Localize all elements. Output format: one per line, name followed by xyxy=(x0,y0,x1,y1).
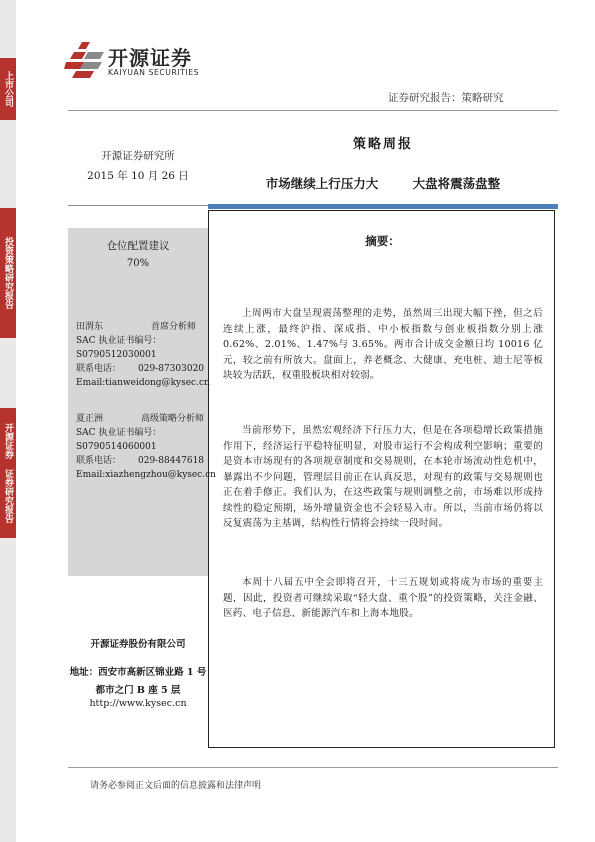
title-accent-bar xyxy=(208,204,558,209)
abstract-paragraph-1: 上周两市大盘呈现震荡整理的走势，虽然周三出现大幅下挫，但之后连续上涨，最终沪指、深成指、中小板指数与创业板指数分别上涨 0.62%、2.01%、1.47%与 3.65%。两市合计成交金额日均 10016 亿元，较之前有所放大。盘面上，养老概念、大健康、充电桩、迪士尼等板块较为活跃，权重股板块相对较弱。 xyxy=(223,308,543,381)
sidebar-label-2: 投资策略研究报告 xyxy=(3,237,13,309)
left-sidebar xyxy=(0,0,16,842)
company-website-link[interactable]: http://www.kysec.cn xyxy=(89,698,187,709)
analyst-email[interactable]: xiazhengzhou@kysec.cn xyxy=(105,470,216,480)
report-type: 证券研究报告：策略研究 xyxy=(388,92,504,104)
sidebar-label-1: 上市公司 xyxy=(3,71,13,107)
institute-name: 开源证券研究所 xyxy=(101,150,175,162)
report-date: 2015 年 10 月 26 日 xyxy=(87,170,189,182)
abstract-title: 摘要： xyxy=(365,234,400,248)
analyst-email[interactable]: tianweidong@kysec.cn xyxy=(105,378,210,388)
sidebar-block-strategy-report xyxy=(0,208,16,338)
logo-mark-icon xyxy=(64,40,106,80)
abstract-box xyxy=(208,210,555,748)
analyst-role: 首席分析师 xyxy=(150,322,196,332)
analyst-panel xyxy=(68,228,216,576)
abstract-paragraph-3: 本周十八届五中全会即将召开，十三五规划或将成为市场的重要主题，因此，投资者可继续采取“轻大盘、重个股”的投资策略，关注金融、医药、电子信息、新能源汽车和上海本地股。 xyxy=(223,577,543,619)
analyst-cert-label: SAC 执业证书编号： xyxy=(76,428,162,438)
logo-chinese-name: 开源证券 xyxy=(108,46,192,70)
analyst-email-label: Email: xyxy=(76,470,106,480)
footer-divider xyxy=(68,767,558,768)
sidebar-block-kaiyuan-report xyxy=(0,408,16,538)
analyst-cert: S0790512030001 xyxy=(76,350,157,360)
analyst-cert-label: SAC 执业证书编号： xyxy=(76,336,162,346)
analyst-phone: 029-87303020 xyxy=(138,364,205,374)
address-line-1: 地址：西安市高新区锦业路 1 号 xyxy=(69,667,207,678)
allocation-value: 70% xyxy=(126,258,150,269)
sidebar-label-3: 开源证券 证券研究报告 xyxy=(3,423,13,523)
analyst-name: 夏正洲 xyxy=(76,414,104,424)
analyst-phone-label: 联系电话： xyxy=(76,456,122,466)
analyst-role: 高级策略分析师 xyxy=(140,414,204,424)
allocation-title: 仓位配置建议 xyxy=(106,240,170,252)
analyst-card-2 xyxy=(76,412,216,482)
left-divider xyxy=(68,205,208,206)
report-title: 策略周报 xyxy=(352,137,413,152)
subtitle-part-b: 大盘将震荡盘整 xyxy=(412,176,501,191)
footer-disclaimer: 请务必参阅正文后面的信息披露和法律声明 xyxy=(90,781,262,791)
report-subtitle xyxy=(208,174,558,192)
logo-english-name: KAIYUAN SECURITIES xyxy=(108,68,200,77)
analyst-phone-label: 联系电话： xyxy=(76,364,122,374)
analyst-card-1 xyxy=(76,320,210,390)
abstract-paragraph-2: 当前形势下，虽然宏观经济下行压力大，但是在各项稳增长政策措施作用下，经济运行平稳特征明显，对股市运行不会构成利空影响；重要的是资本市场现有的各项规章制度和交易规则，在本轮市场流动性危机中，暴露出不少问题，管理层目前正在认真反思，对现有的政策与交易规则也正在着手修正。我们认为，在这些政策与规则调整之前，市场难以形成持续性的稳定预期，场外增量资金也不会轻易入市。所以，当前市场仍将以反复震荡为主基调，结构性行情将会持续一段时间。 xyxy=(223,425,543,529)
sidebar-block-listed-company xyxy=(0,58,16,120)
analyst-cert: S0790514060001 xyxy=(76,442,157,452)
analyst-phone: 029-88447618 xyxy=(138,456,205,466)
header-divider xyxy=(68,110,558,111)
analyst-email-label: Email: xyxy=(76,378,106,388)
analyst-name: 田渭东 xyxy=(76,322,104,332)
company-name: 开源证券股份有限公司 xyxy=(90,639,186,650)
address-line-2: 都市之门 B 座 5 层 xyxy=(95,685,181,696)
company-logo xyxy=(64,40,224,84)
subtitle-part-a: 市场继续上行压力大 xyxy=(265,176,379,191)
